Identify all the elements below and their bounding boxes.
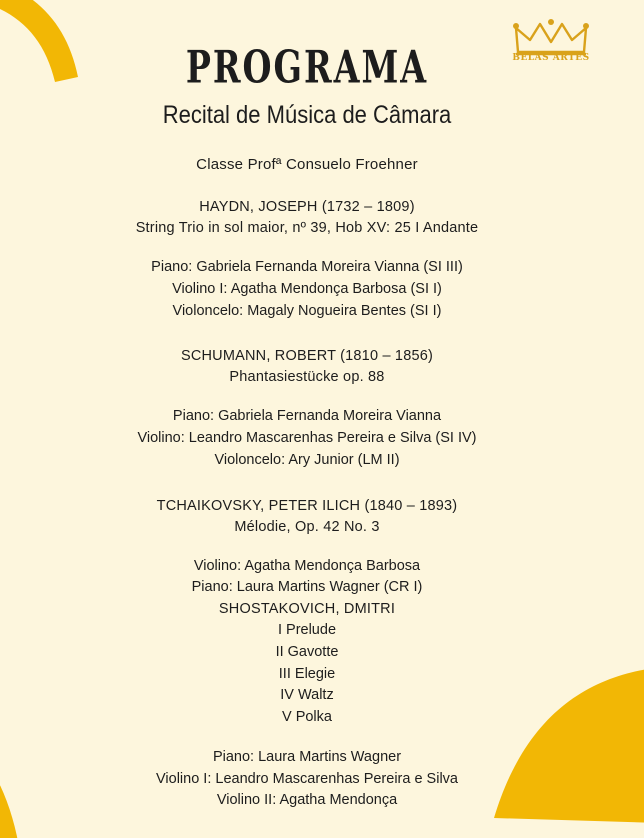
program-piece: [40, 599, 574, 812]
performer-line: Piano: Gabriela Fernanda Moreira Vianna (SI III): [151, 259, 463, 276]
piece-composer: TCHAIKOVSKY, PETER ILICH (1840 – 1893): [156, 497, 458, 514]
piece-composer: HAYDN, JOSEPH (1732 – 1809): [199, 199, 415, 215]
performer-line: Violino II: Agatha Mendonça: [216, 792, 398, 809]
performer-line: Violino I: Agatha Mendonça Barbosa (SI I): [172, 280, 442, 297]
piece-work: Mélodie, Op. 42 No. 3: [234, 518, 380, 535]
program-piece: [40, 496, 574, 600]
piece-work: String Trio in sol maior, nº 39, Hob XV: 25 I Andante: [135, 220, 479, 237]
piece-movements: [40, 620, 574, 729]
piece-composer: SCHUMANN, ROBERT (1810 – 1856): [180, 348, 434, 365]
page-subtitle: Recital de Música de Câmara: [162, 100, 452, 129]
class-professor: Classe Profª Consuelo Froehner: [196, 156, 418, 173]
performer-line: Violoncelo: Ary Junior (LM II): [214, 451, 400, 468]
performer-line: Piano: Laura Martins Wagner: [212, 748, 402, 765]
piece-performers: [40, 406, 574, 471]
piece-work: Phantasiestücke op. 88: [229, 369, 385, 386]
movement-line: III Elegie: [278, 665, 336, 682]
logo-text-line2: ARTES: [552, 53, 590, 63]
piece-performers: [40, 257, 574, 322]
movement-line: I Prelude: [277, 622, 337, 639]
performer-line: Violino: Agatha Mendonça Barbosa: [193, 557, 421, 574]
movement-line: IV Waltz: [280, 687, 334, 704]
piece-composer: SHOSTAKOVICH, DMITRI: [218, 601, 396, 618]
performer-line: Piano: Gabriela Fernanda Moreira Vianna: [172, 408, 442, 425]
performer-line: Violino I: Leandro Mascarenhas Pereira e Silva: [156, 770, 458, 787]
program-piece: [40, 197, 574, 322]
movement-line: II Gavotte: [275, 643, 339, 660]
performer-line: Violino: Leandro Mascarenhas Pereira e Silva (SI IV): [137, 430, 477, 447]
performer-line: Violoncelo: Magaly Nogueira Bentes (SI I): [172, 302, 442, 319]
page-title: PROGRAMA: [185, 40, 429, 94]
program-piece: [40, 346, 574, 471]
piece-performers: [40, 556, 574, 600]
movement-line: V Polka: [282, 709, 332, 726]
performer-line: Piano: Laura Martins Wagner (CR I): [191, 579, 423, 596]
logo-text-line1: BELAS: [512, 53, 550, 63]
piece-performers: [40, 747, 574, 812]
